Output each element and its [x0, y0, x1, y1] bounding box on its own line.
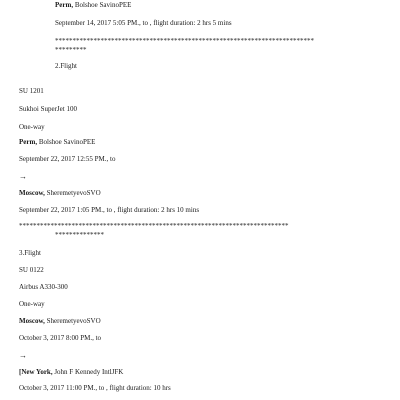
flight2-number: SU 1201: [19, 87, 44, 95]
flight2-aircraft: Sukhoi SuperJet 100: [19, 105, 77, 113]
flight3-arrival: October 3, 2017 11:00 PM., to , flight duration: 10 hrs: [19, 384, 171, 392]
flight3-header: 3.Flight: [19, 249, 41, 257]
flight2-dest-airport: SheremetyevoSVO: [46, 189, 101, 197]
flight3-departure: October 3, 2017 8:00 PM., to: [19, 334, 102, 342]
flight3-origin-city: Moscow,: [19, 317, 45, 325]
flight3-destination: [19, 368, 123, 377]
segment1-dest-city: Perm,: [55, 1, 74, 9]
flight3-trip-type: One-way: [19, 300, 45, 308]
flight2-origin: [19, 138, 95, 147]
segment1-dest-airport: Bolshoe SavinoPEE: [74, 1, 132, 9]
separator-2b: **************: [55, 231, 104, 239]
flight3-number: SU 0122: [19, 266, 44, 274]
flight3-aircraft: Airbus A330-300: [19, 283, 68, 291]
flight3-origin-airport: SheremetyevoSVO: [46, 317, 101, 325]
flight2-trip-type: One-way: [19, 123, 45, 131]
separator-1a: **************************************************************************: [55, 37, 314, 45]
separator-2a: *****************************************************************************: [19, 222, 289, 230]
flight2-origin-airport: Bolshoe SavinoPEE: [38, 138, 96, 146]
segment1-arrival: September 14, 2017 5:05 PM., to , flight duration: 2 hrs 5 mins: [55, 19, 232, 27]
flight2-arrival: September 22, 2017 1:05 PM., to , flight duration: 2 hrs 10 mins: [19, 206, 200, 214]
flight2-arrow-icon: →: [19, 172, 27, 181]
flight2-header: 2.Flight: [55, 62, 77, 70]
flight3-origin: [19, 317, 101, 326]
flight2-destination: [19, 189, 101, 198]
separator-1b: *********: [55, 46, 87, 54]
flight3-dest-airport: John F Kennedy IntlJFK: [54, 368, 124, 376]
flight2-origin-city: Perm,: [19, 138, 38, 146]
flight3-arrow-icon: →: [19, 351, 27, 360]
flight2-departure: September 22, 2017 12:55 PM., to: [19, 155, 116, 163]
flight2-dest-city: Moscow,: [19, 189, 45, 197]
flight3-dest-city: [New York,: [19, 368, 53, 376]
segment1-destination: [55, 1, 131, 10]
